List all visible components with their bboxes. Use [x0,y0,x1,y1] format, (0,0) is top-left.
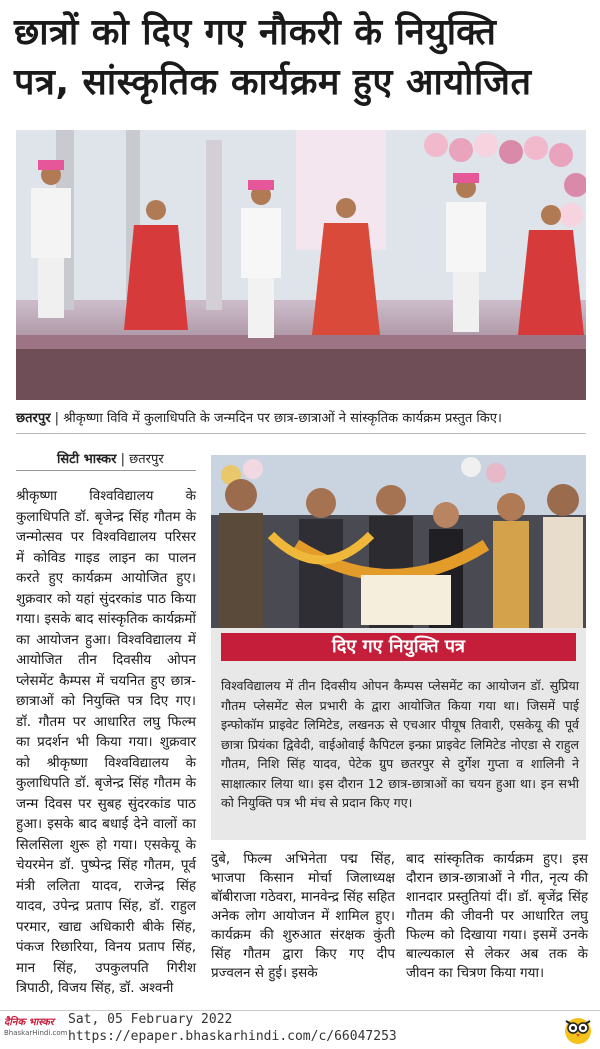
byline [57,449,164,467]
article-column-1: श्रीकृष्णा विश्वविद्यालय के कुलाधिपति डॉ. बृजेन्द्र सिंह गौतम के जन्मोत्सव पर विश्वविद्यालय परिसर में कोविड गाइड लाइन का पालन करते हुए कार्यक्रम आयोजित हुए। शुक्रवार को यहां सुंदरकांड पाठ किया गया। इसके बाद सांस्कृतिक कार्यक्रमों का आयोजन हुआ। विश्वविद्यालय में आयोजित तीन दिवसीय ओपन प्लेसमेंट कैम्पस में चयनित हुए छात्र-छात्राओं को नियुक्ति पत्र दिए गए। डॉ. गौतम पर आधारित लघु फिल्म का प्रदर्शन भी किया गया। शुक्रवार को श्रीकृष्णा विश्वविद्यालय के कुलाधिपति डॉ. बृजेन्द्र सिंह गौतम के जन्म दिवस पर सुबह सुंदरकांड पाठ हुआ। इसके बाद बधाई देने वालों का सिलसिला शुरू हो गया। एसकेयू के चेयरमेन डॉ. पुष्पेन्द्र सिंह गौतम, पूर्व मंत्री ललिता यादव, राजेन्द्र सिंह यादव, उपेन्द्र प्रताप सिंह, डॉ. राहुल परमार, खाद्य अधिकारी बीके सिंह, पंकज रिछारिया, विनय प्रताप सिंह, मान सिंह, उपकुलपति गिरीश त्रिपाठी, विजय सिंह, डॉ. अश्वनी [16,488,196,996]
info-box-text: विश्वविद्यालय में तीन दिवसीय ओपन कैम्पस प्लेसमेंट का आयोजन डॉ. सुप्रिया गौतम प्लेसमेंट सेल प्रभारी के द्वारा आयोजित किया गया था। जिसमें पाई इन्फोकॉम प्राइवेट लिमिटेड, लखनऊ से एचआर पीयूष तिवारी, एसकेयू की पूर्व छात्रा प्रियंका द्विवेदी, वाईओवाई कैपिटल इन्फ्रा प्राइवेट लिमिटेड नोएडा से राहुल गौतम, निशि सिंह यादव, पेटेक ग्रुप छतरपुर से दुर्गेश गुप्ता व शालिनी ने साक्षात्कार लिया था। इस दौरान 12 छात्र-छात्राओं का चयन हुआ था। इन सभी को नियुक्ति पत्र भी मंच से प्रदान किए गए। [221,678,579,810]
byline-divider [16,470,196,471]
byline-source: सिटी भास्कर [57,452,117,467]
owl-icon [562,1013,594,1049]
ceremony-photo [211,455,586,635]
ceremony-illustration [211,455,586,635]
stage-performance-photo [16,130,586,400]
caption-place: छतरपुर [16,411,51,426]
info-box-title: दिए गए नियुक्ति पत्र [221,633,576,661]
byline-place: | छतरपुर [116,452,164,467]
logo-main-text: दैनिक भास्कर [4,1017,54,1028]
stage-performance-illustration [16,130,586,400]
logo-sub-text: BhaskarHindi.com [4,1029,68,1037]
article-column-2: दुबे, फिल्म अभिनेता पद्म सिंह, भाजपा किसान मोर्चा जिलाध्यक्ष बॉबीराजा गठेवरा, मानवेन्द्र सिंह सहित अनेक लोग आयोजन में शामिल हुए। कार्यक्रम की शुरुआत संरक्षक कुंती सिंह गौतम द्वारा किए गए दीप प्रज्वलन से हुई। इसके [211,851,395,981]
epaper-url-link[interactable]: https://epaper.bhaskarhindi.com/c/66047253 [68,1029,397,1044]
divider [16,433,586,434]
caption-text: | श्रीकृष्णा विवि में कुलाधिपति के जन्मदिन पर छात्र-छात्राओं ने सांस्कृतिक कार्यक्रम प्रस्तुत किए। [50,411,502,426]
publisher-logo [4,1016,68,1044]
owl-icon-graphic [562,1013,594,1045]
edition-date: Sat, 05 February 2022 [68,1012,233,1027]
top-photo-caption [16,408,586,426]
headline [14,8,590,108]
headline-line-2: पत्र, सांस्कृतिक कार्यक्रम हुए आयोजित [14,62,532,103]
headline-line-1: छात्रों को दिए गए नौकरी के नियुक्ति [14,12,497,53]
article-column-3: बाद सांस्कृतिक कार्यक्रम हुए। इस दौरान छात्र-छात्राओं ने गीत, नृत्य की शानदार प्रस्तुतियां दीं। डॉ. बृजेंद्र सिंह गौतम की जीवनी पर आधारित लघु फिल्म को दिखाया गया। इसमें उनके बाल्यकाल से लेकर अब तक के जीवन का चित्रण किया गया। [406,851,588,981]
